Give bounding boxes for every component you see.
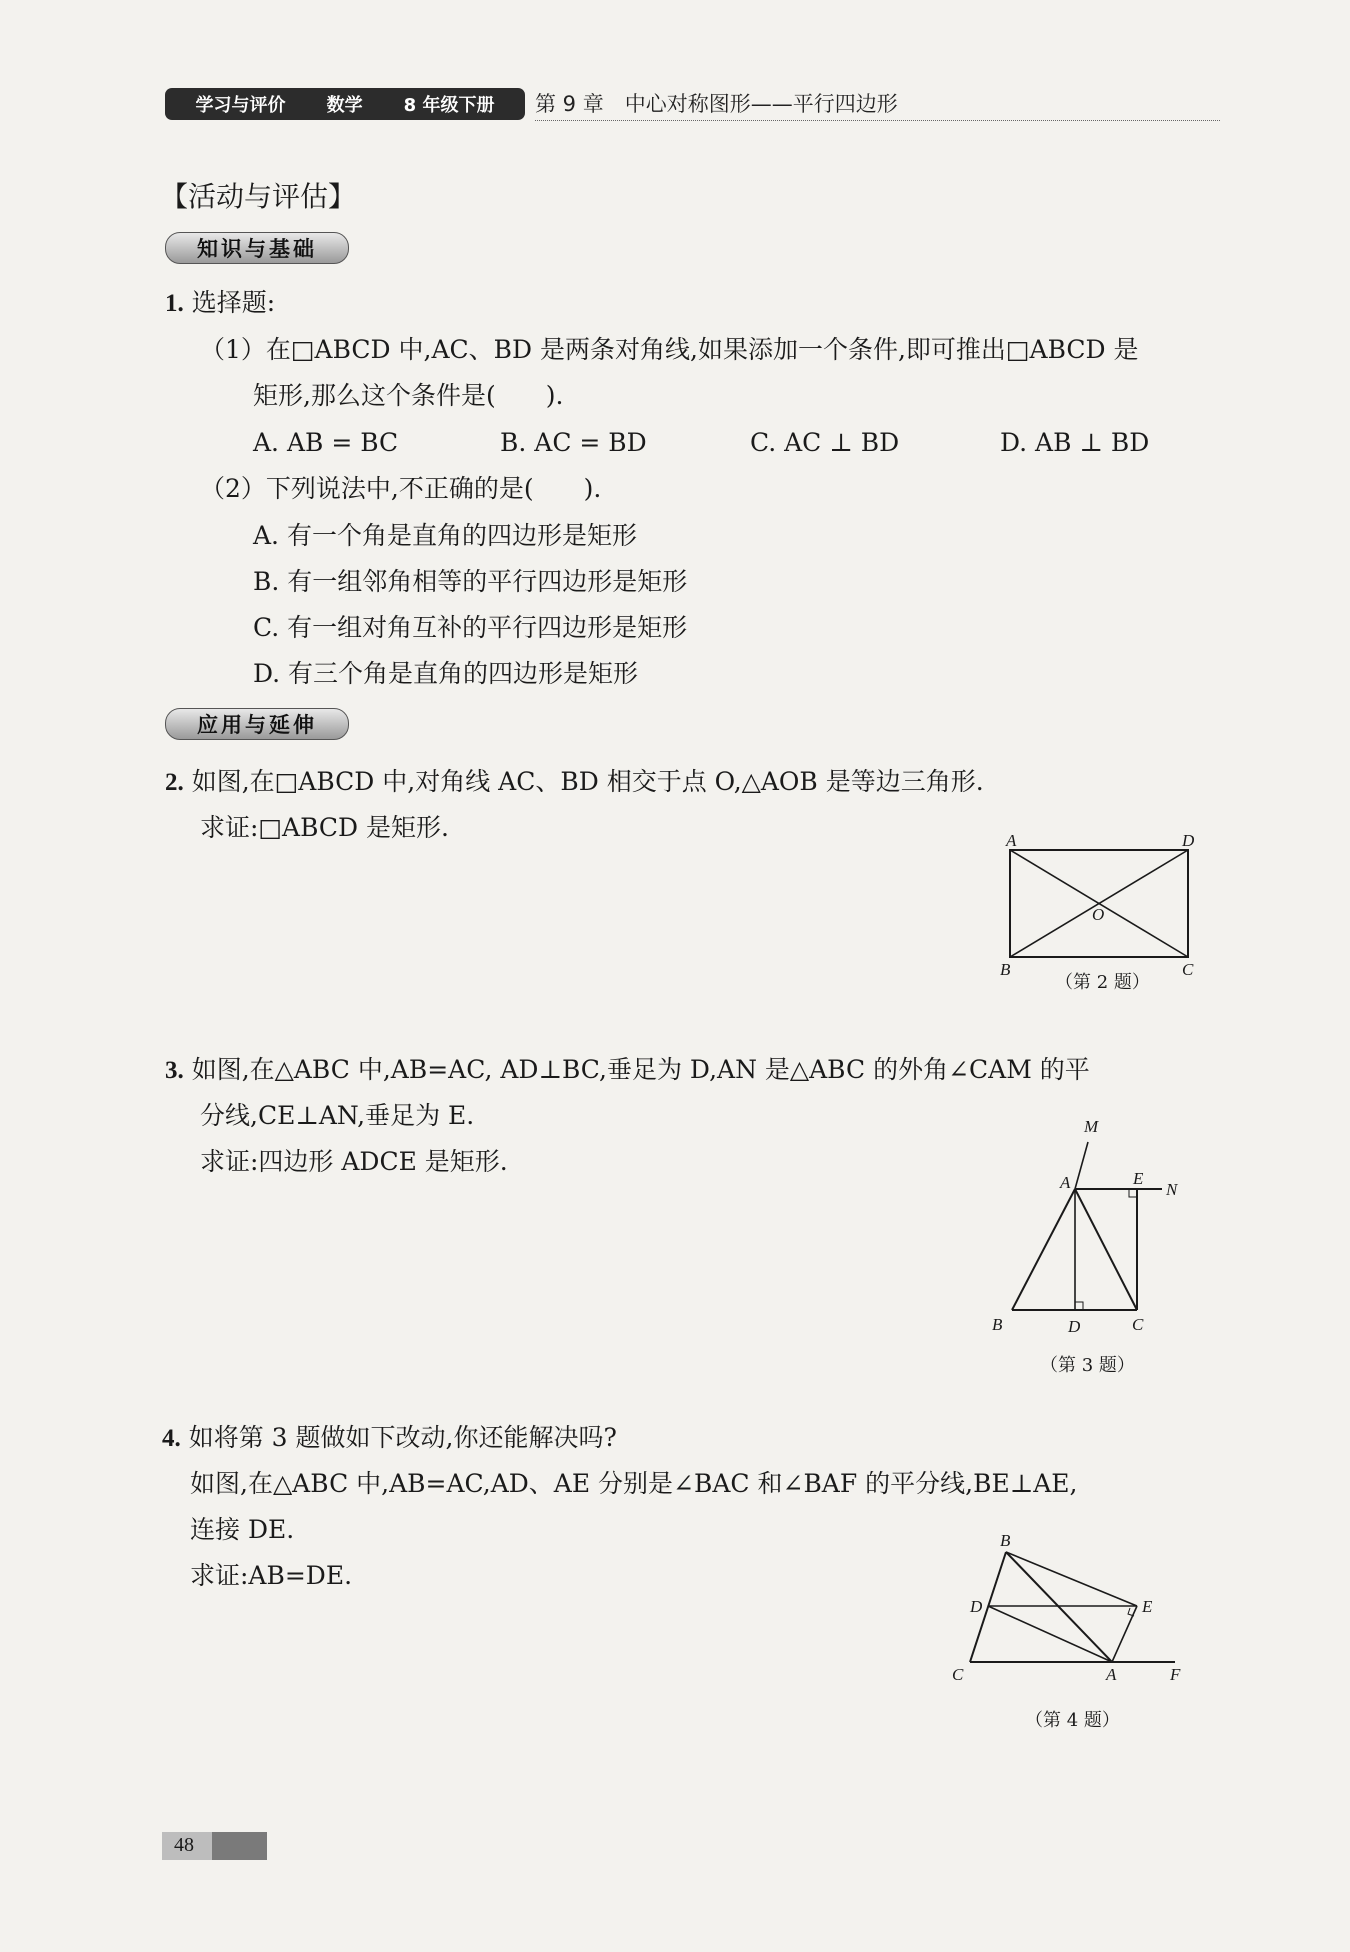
badge-knowledge: 知识与基础 (165, 232, 349, 264)
q3-line3: 求证:四边形 ADCE 是矩形. (200, 1147, 508, 1176)
q1-p1-option-c: C. AC ⊥ BD (750, 428, 900, 457)
header-item-1: 学习与评价 (195, 95, 286, 116)
q3-line1: 如图,在△ABC 中,AB=AC, AD⊥BC,垂足为 D,AN 是△ABC 的外角∠CAM 的平 (191, 1055, 1090, 1084)
q1-p2-line: （2）下列说法中,不正确的是( ). (200, 474, 602, 503)
q1-p1-option-b: B. AC = BD (500, 428, 647, 457)
header-item-3: 8 年级下册 (403, 95, 495, 116)
header-item-2: 数学 (326, 95, 363, 116)
header-book-info (165, 88, 525, 120)
q2-line1: 如图,在□ABCD 中,对角线 AC、BD 相交于点 O,△AOB 是等边三角形. (191, 767, 984, 796)
q3-line1-wrap (165, 1055, 1090, 1086)
q4-label-c: C (952, 1665, 964, 1684)
q4-label-e: E (1142, 1597, 1153, 1616)
q3-label-b: B (992, 1315, 1003, 1332)
q3-caption: （第 3 题） (1040, 1355, 1135, 1376)
q3-number: 3. (165, 1057, 184, 1084)
q4-figure (940, 1530, 1200, 1690)
q1-p2-option-a: A. 有一个角是直角的四边形是矩形 (253, 521, 637, 550)
header-rule (535, 120, 1220, 121)
q2-label-o: O (1092, 905, 1105, 924)
q3-label-a: A (1060, 1173, 1071, 1192)
q4-number: 4. (162, 1425, 181, 1452)
q1-number: 1. (165, 290, 184, 317)
q4-caption: （第 4 题） (1025, 1710, 1120, 1731)
q1-p2-option-c: C. 有一组对角互补的平行四边形是矩形 (253, 613, 688, 642)
q2-line2: 求证:□ABCD 是矩形. (200, 813, 449, 842)
q2-label-c: C (1182, 960, 1194, 979)
q3-side-ab (1012, 1189, 1075, 1310)
q3-figure (980, 1112, 1200, 1332)
q2-number: 2. (165, 769, 184, 796)
q4-line2: 如图,在△ABC 中,AB=AC,AD、AE 分别是∠BAC 和∠BAF 的平分线,BE⊥AE, (190, 1469, 1078, 1498)
q4-segment-ae (1112, 1606, 1137, 1662)
q4-label-a: A (1106, 1665, 1117, 1684)
q1-p1-line1: （1）在□ABCD 中,AC、BD 是两条对角线,如果添加一个条件,即可推出□ABCD 是 (200, 335, 1139, 364)
q4-label-b: B (1000, 1531, 1011, 1550)
q4-side-ab (1006, 1552, 1112, 1662)
q4-line4: 求证:AB=DE. (190, 1561, 353, 1590)
q1-p2-option-b: B. 有一组邻角相等的平行四边形是矩形 (253, 567, 688, 596)
q4-line3: 连接 DE. (190, 1515, 295, 1544)
q3-label-c: C (1132, 1315, 1144, 1332)
q4-label-f: F (1170, 1665, 1181, 1684)
q3-line2: 分线,CE⊥AN,垂足为 E. (200, 1101, 475, 1130)
q2-line1-wrap (165, 767, 984, 798)
q1-p2-option-d: D. 有三个角是直角的四边形是矩形 (253, 659, 639, 688)
q1-heading (165, 288, 275, 319)
q4-segment-ad (988, 1606, 1112, 1662)
page-number-bar (162, 1832, 267, 1860)
q4-segment-be (1006, 1552, 1137, 1606)
q1-p1-option-a: A. AB = BC (253, 428, 399, 457)
badge-application: 应用与延伸 (165, 708, 349, 740)
q4-line1: 如将第 3 题做如下改动,你还能解决吗? (188, 1423, 617, 1452)
q2-label-b: B (1000, 960, 1011, 979)
q3-right-angle-e (1129, 1189, 1137, 1197)
q4-line1-wrap (162, 1423, 617, 1454)
q1-title: 选择题: (191, 288, 276, 317)
q4-label-d: D (970, 1597, 983, 1616)
page-number: 48 (174, 1834, 194, 1856)
q2-label-d: D (1182, 831, 1195, 850)
q2-label-a: A (1006, 831, 1017, 850)
q3-right-angle-d (1075, 1302, 1083, 1310)
section-title: 【活动与评估】 (160, 180, 357, 213)
q3-label-e: E (1133, 1169, 1144, 1188)
q2-caption: （第 2 题） (1055, 972, 1150, 993)
q3-side-ac (1075, 1189, 1137, 1310)
q1-p1-line2: 矩形,那么这个条件是( ). (253, 381, 564, 410)
q3-label-n: N (1166, 1180, 1178, 1199)
q1-p1-option-d: D. AB ⊥ BD (1000, 428, 1150, 457)
q3-label-d: D (1068, 1317, 1081, 1332)
q3-ray-am (1075, 1142, 1088, 1189)
header-chapter: 第 9 章 中心对称图形——平行四边形 (535, 92, 898, 116)
q3-label-m: M (1084, 1117, 1099, 1136)
